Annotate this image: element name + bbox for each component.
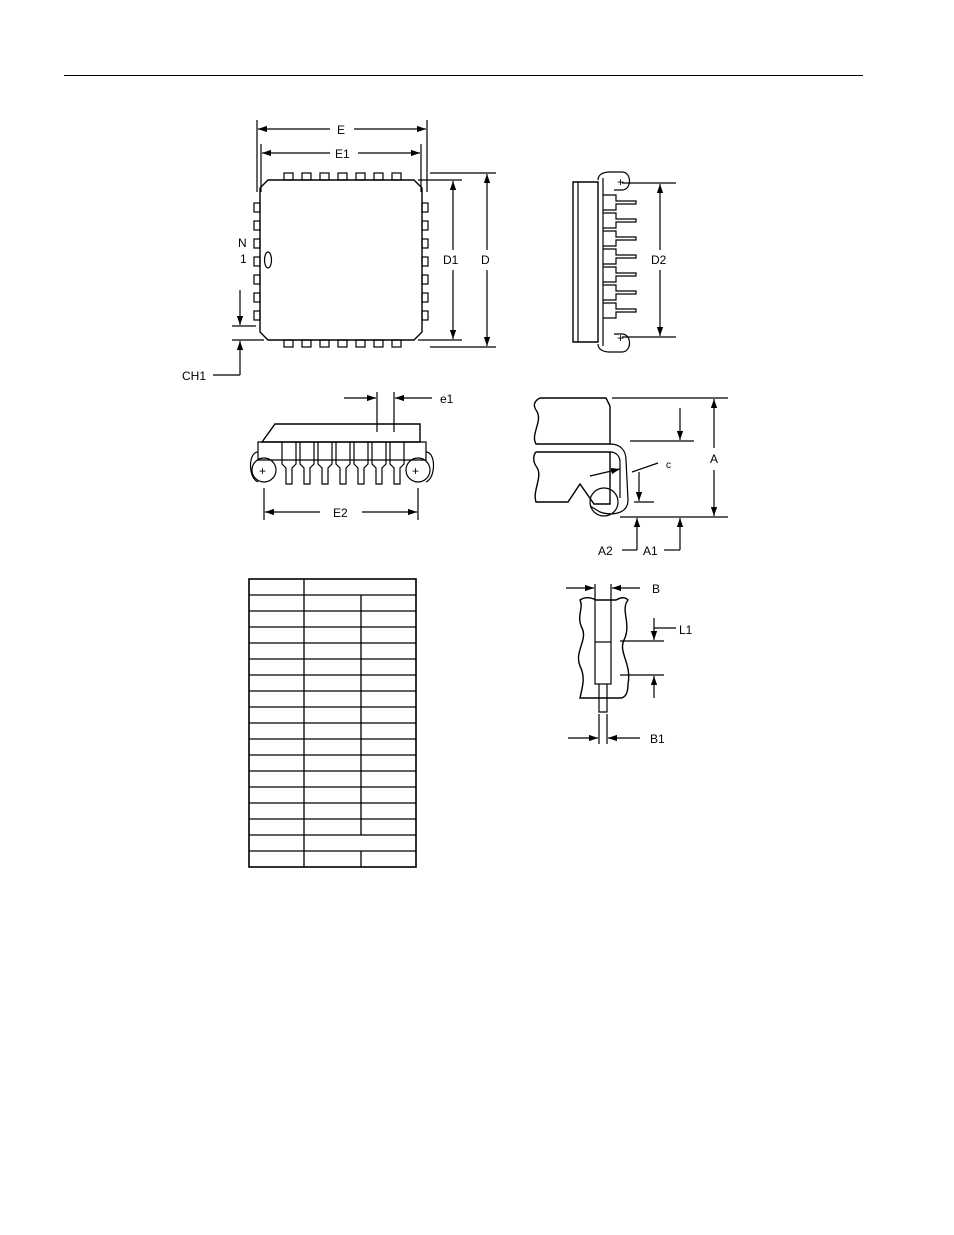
label-B: B [652,582,661,596]
label-E1: E1 [335,147,350,161]
label-D1: D1 [443,253,459,267]
label-L1: L1 [679,623,693,637]
label-A1: A1 [643,544,658,558]
label-e1: e1 [440,392,454,406]
label-D2: D2 [651,253,667,267]
label-CH1: CH1 [182,369,207,383]
svg-text:+: + [412,464,420,478]
top-view [213,120,496,375]
top-pads [284,173,401,180]
label-pin1: 1 [240,252,247,266]
pin1-marker [265,252,272,268]
label-E: E [337,123,346,137]
right-pads [422,203,428,320]
front-leads [282,442,404,484]
svg-text:+: + [617,331,625,345]
label-c: c [666,460,671,471]
label-B1: B1 [650,732,665,746]
label-D: D [481,253,490,267]
svg-text:+: + [259,464,267,478]
side-leads [603,195,636,318]
left-pads [254,203,260,320]
dimension-table [249,579,416,867]
label-A2: A2 [598,544,613,558]
front-view [251,392,434,520]
section-view [534,398,728,550]
svg-text:+: + [617,175,625,189]
label-E2: E2 [333,506,348,520]
lead-detail [566,584,676,744]
label-N: N [238,236,247,250]
bottom-pads [284,340,401,347]
label-A: A [710,452,719,466]
